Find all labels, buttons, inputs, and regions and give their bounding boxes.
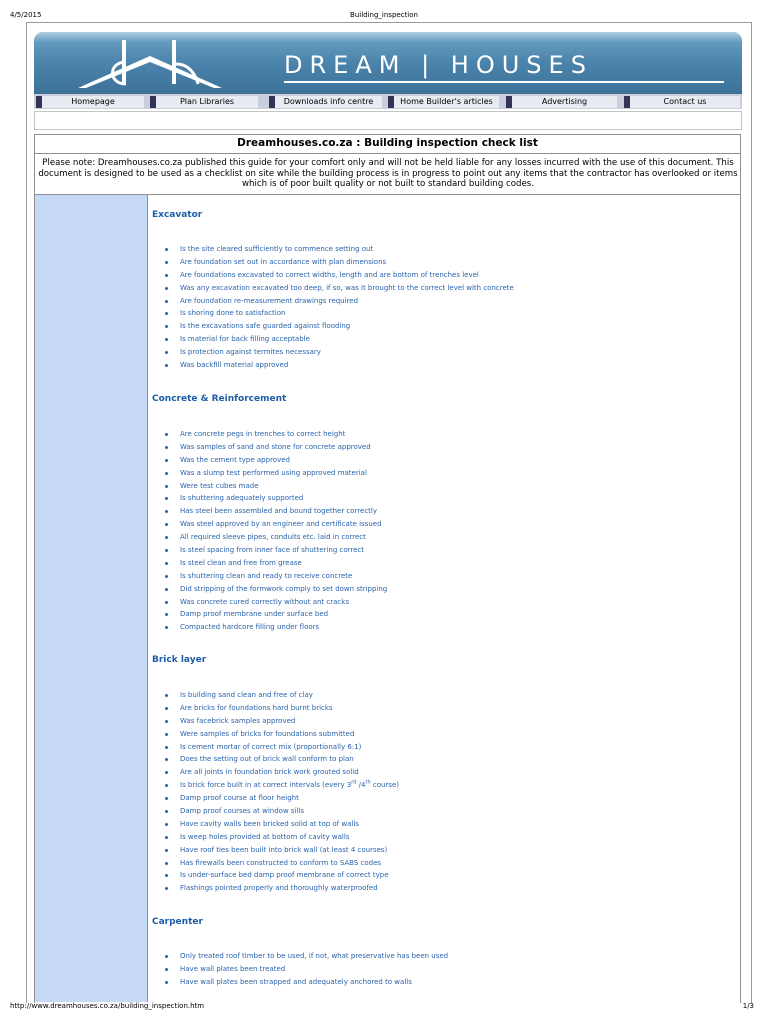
list-item: Has firewalls been constructed to conform to SABS codes (160, 857, 399, 870)
list-item: Was concrete cured correctly without ant cracks (160, 596, 387, 609)
list-item: Are concrete pegs in trenches to correct height (160, 428, 387, 441)
nav-homepage[interactable]: Homepage (36, 96, 144, 108)
list-item: Is weep holes provided at bottom of cavity walls (160, 831, 399, 844)
print-date: 4/5/2015 (10, 11, 42, 19)
list-item: Was facebrick samples approved (160, 715, 399, 728)
list-item: Damp proof courses at window sills (160, 805, 399, 818)
list-item: Were samples of bricks for foundations submitted (160, 728, 399, 741)
nav-contact-us[interactable]: Contact us (624, 96, 740, 108)
list-item: All required sleeve pipes, conduits etc. laid in correct (160, 531, 387, 544)
list-item: Is shuttering clean and ready to receive concrete (160, 570, 387, 583)
list-item: Is the site cleared sufficiently to commence setting out (160, 243, 514, 256)
section-heading-brick-layer: Brick layer (152, 655, 207, 665)
list-item: Is steel clean and free from grease (160, 557, 387, 570)
list-item: Damp proof course at floor height (160, 792, 399, 805)
disclaimer-note: Please note: Dreamhouses.co.za published this guide for your comfort only and will not be held liable for any losses incurred with the use of this document. This document is designed to be used as a checklist on site while the building process is in progress to point out any items that the contractor has overlooked or items which is of poor built quality or not built to standard building codes. (38, 158, 738, 189)
list-item: Are foundation set out in accordance with plan dimensions (160, 256, 514, 269)
list-item: Only treated roof timber to be used, if not, what preservative has been used (160, 950, 448, 963)
list-item: Are foundations excavated to correct widths, length and are bottom of trenches level (160, 269, 514, 282)
list-item: Is cement mortar of correct mix (proportionally 6:1) (160, 741, 399, 754)
list-item: Is brick force built in at correct intervals (every 3rd /4th course) (160, 779, 399, 792)
print-url: http://www.dreamhouses.co.za/building_inspection.htm (10, 1002, 205, 1010)
list-item: Are foundation re-measurement drawings required (160, 295, 514, 308)
site-banner (34, 32, 742, 94)
list-item: Is shoring done to satisfaction (160, 307, 514, 320)
section-heading-carpenter: Carpenter (152, 917, 203, 927)
list-item: Has steel been assembled and bound together correctly (160, 505, 387, 518)
list-item: Was the cement type approved (160, 454, 387, 467)
list-item: Is the excavations safe guarded against flooding (160, 320, 514, 333)
nav-plan-libraries[interactable]: Plan Libraries (150, 96, 258, 108)
list-item: Does the setting out of brick wall conform to plan (160, 753, 399, 766)
list-item: Are all joints in foundation brick work grouted solid (160, 766, 399, 779)
concrete-list (160, 428, 387, 634)
list-item: Have wall plates been strapped and adequately anchored to walls (160, 976, 448, 989)
excavator-list (160, 243, 514, 372)
section-heading-concrete-reinforcement: Concrete & Reinforcement (152, 394, 287, 404)
list-item: Have roof ties been built into brick wall (at least 4 courses) (160, 844, 399, 857)
list-item: Was backfill material approved (160, 359, 514, 372)
nav-downloads-info-centre[interactable]: Downloads info centre (269, 96, 382, 108)
divider (35, 153, 740, 154)
nav-advertising[interactable]: Advertising (506, 96, 617, 108)
list-item: Flashings pointed properly and thoroughly waterproofed (160, 882, 399, 895)
list-item: Did stripping of the formwork comply to set down stripping (160, 583, 387, 596)
list-item: Was a slump test performed using approved material (160, 467, 387, 480)
spacer-box (34, 111, 742, 130)
list-item: Was steel approved by an engineer and certificate issued (160, 518, 387, 531)
list-item: Is shuttering adequately supported (160, 492, 387, 505)
list-item: Is material for back filling acceptable (160, 333, 514, 346)
list-item: Was samples of sand and stone for concrete approved (160, 441, 387, 454)
list-item: Damp proof membrane under surface bed (160, 608, 387, 621)
list-item: Was any excavation excavated too deep, if so, was it brought to the correct level with concrete (160, 282, 514, 295)
brick-layer-list (160, 689, 399, 895)
list-item: Is under-surface bed damp proof membrane of correct type (160, 869, 399, 882)
list-item: Have cavity walls been bricked solid at top of walls (160, 818, 399, 831)
section-heading-excavator: Excavator (152, 210, 203, 220)
house-logo-icon (76, 36, 226, 92)
print-page-number: 1/3 (742, 1002, 754, 1010)
print-footer (0, 1002, 768, 1014)
brand-underline (284, 81, 724, 83)
list-item: Were test cubes made (160, 480, 387, 493)
nav-home-builders-articles[interactable]: Home Builder's articles (388, 96, 499, 108)
page-title: Dreamhouses.co.za : Building inspection check list (237, 137, 538, 149)
list-item: Is building sand clean and free of clay (160, 689, 399, 702)
main-nav (34, 94, 742, 109)
list-item: Are bricks for foundations hard burnt bricks (160, 702, 399, 715)
carpenter-list (160, 950, 448, 989)
list-item: Have wall plates been treated (160, 963, 448, 976)
list-item: Compacted hardcore filling under floors (160, 621, 387, 634)
print-title: Building_inspection (350, 11, 418, 19)
list-item: Is protection against termites necessary (160, 346, 514, 359)
brand-wordmark: DREAM | HOUSES (284, 51, 593, 79)
left-sidebar (35, 195, 148, 1002)
list-item: Is steel spacing from inner face of shuttering correct (160, 544, 387, 557)
